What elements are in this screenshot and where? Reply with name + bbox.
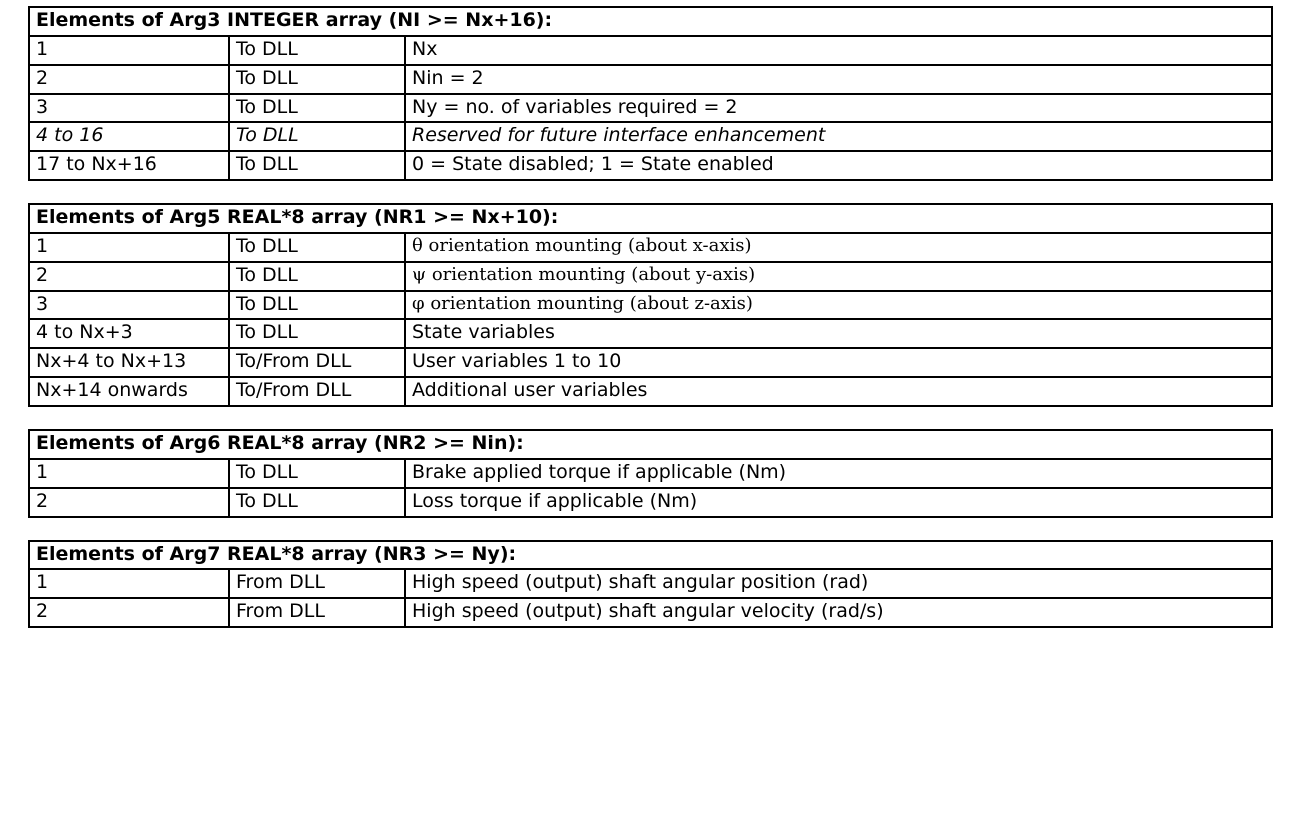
cell-direction: To DLL — [229, 262, 405, 291]
cell-index: Nx+4 to Nx+13 — [29, 348, 229, 377]
table-header-row — [29, 7, 1272, 36]
cell-index: 1 — [29, 459, 229, 488]
table-row — [29, 36, 1272, 65]
cell-direction: To DLL — [229, 65, 405, 94]
spec-tables-container — [28, 6, 1295, 628]
cell-direction: To DLL — [229, 94, 405, 123]
cell-description: Nin = 2 — [405, 65, 1272, 94]
cell-direction: To DLL — [229, 233, 405, 262]
table-header-label: Elements of Arg3 INTEGER array (NI >= Nx+16): — [29, 7, 1272, 36]
table-header-row — [29, 541, 1272, 570]
spec-table — [28, 540, 1273, 629]
cell-description: φ orientation mounting (about z-axis) — [405, 291, 1272, 320]
table-row — [29, 233, 1272, 262]
cell-direction: To DLL — [229, 291, 405, 320]
cell-description: High speed (output) shaft angular velocity (rad/s) — [405, 598, 1272, 627]
cell-direction: To/From DLL — [229, 377, 405, 406]
spec-table — [28, 429, 1273, 518]
table-row — [29, 122, 1272, 151]
cell-index: 2 — [29, 488, 229, 517]
table-gap — [28, 518, 1271, 540]
table-header-label: Elements of Arg6 REAL*8 array (NR2 >= Nin): — [29, 430, 1272, 459]
table-row — [29, 291, 1272, 320]
cell-index: Nx+14 onwards — [29, 377, 229, 406]
cell-direction: To/From DLL — [229, 348, 405, 377]
table-row — [29, 348, 1272, 377]
table-header-row — [29, 430, 1272, 459]
cell-index: 4 to 16 — [29, 122, 229, 151]
cell-direction: From DLL — [229, 598, 405, 627]
cell-description: High speed (output) shaft angular position (rad) — [405, 569, 1272, 598]
cell-index: 1 — [29, 36, 229, 65]
cell-direction: To DLL — [229, 151, 405, 180]
table-row — [29, 569, 1272, 598]
cell-description: User variables 1 to 10 — [405, 348, 1272, 377]
table-row — [29, 377, 1272, 406]
cell-direction: To DLL — [229, 459, 405, 488]
cell-index: 1 — [29, 569, 229, 598]
table-header-label: Elements of Arg5 REAL*8 array (NR1 >= Nx+10): — [29, 204, 1272, 233]
table-header-row — [29, 204, 1272, 233]
table-row — [29, 94, 1272, 123]
cell-index: 4 to Nx+3 — [29, 319, 229, 348]
cell-direction: To DLL — [229, 36, 405, 65]
cell-index: 2 — [29, 65, 229, 94]
table-row — [29, 459, 1272, 488]
cell-description: 0 = State disabled; 1 = State enabled — [405, 151, 1272, 180]
table-header-label: Elements of Arg7 REAL*8 array (NR3 >= Ny): — [29, 541, 1272, 570]
table-row — [29, 488, 1272, 517]
cell-index: 1 — [29, 233, 229, 262]
table-row — [29, 151, 1272, 180]
cell-description: Nx — [405, 36, 1272, 65]
cell-description: θ orientation mounting (about x-axis) — [405, 233, 1272, 262]
table-row — [29, 262, 1272, 291]
cell-index: 17 to Nx+16 — [29, 151, 229, 180]
cell-index: 3 — [29, 291, 229, 320]
spec-table — [28, 6, 1273, 181]
cell-index: 2 — [29, 262, 229, 291]
cell-description: ψ orientation mounting (about y-axis) — [405, 262, 1272, 291]
table-gap — [28, 407, 1271, 429]
cell-description: Loss torque if applicable (Nm) — [405, 488, 1272, 517]
cell-description: Additional user variables — [405, 377, 1272, 406]
table-row — [29, 598, 1272, 627]
cell-direction: To DLL — [229, 319, 405, 348]
cell-description: State variables — [405, 319, 1272, 348]
cell-description: Ny = no. of variables required = 2 — [405, 94, 1272, 123]
cell-index: 3 — [29, 94, 229, 123]
table-row — [29, 65, 1272, 94]
cell-description: Reserved for future interface enhancement — [405, 122, 1272, 151]
cell-direction: From DLL — [229, 569, 405, 598]
table-gap — [28, 181, 1271, 203]
table-row — [29, 319, 1272, 348]
cell-index: 2 — [29, 598, 229, 627]
cell-direction: To DLL — [229, 122, 405, 151]
cell-description: Brake applied torque if applicable (Nm) — [405, 459, 1272, 488]
cell-direction: To DLL — [229, 488, 405, 517]
spec-table — [28, 203, 1273, 407]
